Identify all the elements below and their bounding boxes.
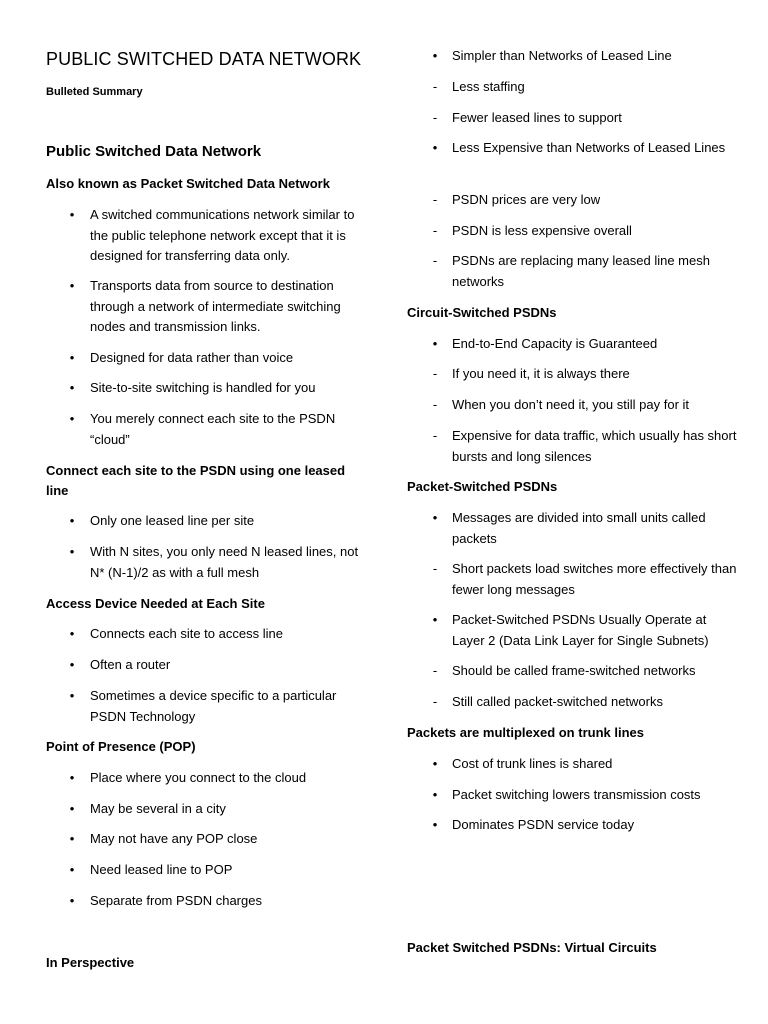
bullet-icon: • [432, 817, 438, 832]
section-title: Public Switched Data Network [46, 143, 262, 160]
list-item-text: With N sites, you only need N leased lines, not N* (N-1)/2 as with a full mesh [90, 544, 359, 580]
list-item-text: Only one leased line per site [90, 513, 255, 528]
bullet-icon: • [69, 801, 75, 816]
list-item-text: Transports data from source to destination through a network of intermediate switching nodes and transmission links. [90, 278, 341, 334]
list-item-text: Packet-Switched PSDNs Usually Operate at Layer 2 (Data Link Layer for Single Subnets) [452, 612, 709, 648]
list-item-text: Should be called frame-switched networks [452, 663, 696, 678]
list-item-text: Messages are divided into small units called packets [452, 510, 706, 546]
list-item-text: You merely connect each site to the PSDN “cloud” [90, 411, 336, 447]
dash-icon: - [432, 663, 438, 678]
list-item-text: Still called packet-switched networks [452, 694, 663, 709]
dash-icon: - [432, 561, 438, 576]
list-item-text: Less Expensive than Networks of Leased Lines [452, 140, 726, 155]
bullet-icon: • [432, 48, 438, 63]
bullet-icon: • [432, 787, 438, 802]
bullet-icon: • [69, 411, 75, 426]
bullet-icon: • [432, 336, 438, 351]
bullet-icon: • [69, 513, 75, 528]
list-item-text: Expensive for data traffic, which usually has short bursts and long silences [452, 428, 737, 464]
bullet-icon: • [69, 831, 75, 846]
list-item-text: Separate from PSDN charges [90, 893, 262, 908]
bullet-icon: • [432, 756, 438, 771]
bullet-icon: • [69, 278, 75, 293]
bullet-icon: • [69, 893, 75, 908]
bullet-icon: • [69, 770, 75, 785]
list-item-text: PSDNs are replacing many leased line mesh networks [452, 253, 710, 289]
list-item-text: When you don’t need it, you still pay for it [452, 397, 690, 412]
bullet-icon: • [69, 380, 75, 395]
list-item-text: End-to-End Capacity is Guaranteed [452, 336, 658, 351]
heading-packet-switched: Packet-Switched PSDNs [407, 479, 558, 494]
list-item-text: Less staffing [452, 79, 525, 94]
list-item-text: Dominates PSDN service today [452, 817, 635, 832]
heading-pop: Point of Presence (POP) [46, 739, 196, 754]
bullet-icon: • [432, 510, 438, 525]
list-item-text: Packet switching lowers transmission costs [452, 787, 701, 802]
list-item-text: PSDN prices are very low [452, 192, 601, 207]
list-item-text: Sometimes a device specific to a particular PSDN Technology [90, 688, 337, 724]
bullet-icon: • [69, 862, 75, 877]
bullet-icon: • [69, 350, 75, 365]
heading-access-device: Access Device Needed at Each Site [46, 596, 265, 611]
heading-also-known-as: Also known as Packet Switched Data Network [46, 176, 330, 191]
bullet-icon: • [69, 688, 75, 703]
list-item-text: Site-to-site switching is handled for you [90, 380, 316, 395]
heading-multiplexed: Packets are multiplexed on trunk lines [407, 725, 644, 740]
bullet-icon: • [69, 207, 75, 222]
list-item-text: Simpler than Networks of Leased Line [452, 48, 672, 63]
list-item-text: Often a router [90, 657, 171, 672]
dash-icon: - [432, 223, 438, 238]
dash-icon: - [432, 192, 438, 207]
dash-icon: - [432, 397, 438, 412]
bullet-icon: • [432, 140, 438, 155]
list-item-text: PSDN is less expensive overall [452, 223, 632, 238]
bullet-icon: • [69, 657, 75, 672]
list-item-text: Cost of trunk lines is shared [452, 756, 613, 771]
dash-icon: - [432, 694, 438, 709]
page-subtitle: Bulleted Summary [46, 86, 143, 98]
list-item-text: Place where you connect to the cloud [90, 770, 307, 785]
dash-icon: - [432, 428, 438, 443]
list-item-text: Need leased line to POP [90, 862, 233, 877]
list-item-text: Fewer leased lines to support [452, 110, 622, 125]
heading-connect-each-site: Connect each site to the PSDN using one leased line [46, 463, 346, 498]
list-item-text: May not have any POP close [90, 831, 258, 846]
bullet-icon: • [69, 626, 75, 641]
page-title: PUBLIC SWITCHED DATA NETWORK [46, 49, 362, 69]
heading-in-perspective: In Perspective [46, 955, 135, 970]
bullet-icon: • [432, 612, 438, 627]
list-item-text: Connects each site to access line [90, 626, 283, 641]
list-item-text: Designed for data rather than voice [90, 350, 294, 365]
list-item-text: Short packets load switches more effectively than fewer long messages [452, 561, 737, 597]
list-item-text: If you need it, it is always there [452, 366, 630, 381]
bullet-icon: • [69, 544, 75, 559]
heading-circuit-switched: Circuit-Switched PSDNs [407, 305, 557, 320]
dash-icon: - [432, 79, 438, 94]
dash-icon: - [432, 253, 438, 268]
list-item-text: May be several in a city [90, 801, 226, 816]
heading-virtual-circuits: Packet Switched PSDNs: Virtual Circuits [407, 940, 657, 955]
list-item-text: A switched communications network similar to the public telephone network except that it is designed for transferring data only. [90, 207, 355, 263]
dash-icon: - [432, 366, 438, 381]
dash-icon: - [432, 110, 438, 125]
